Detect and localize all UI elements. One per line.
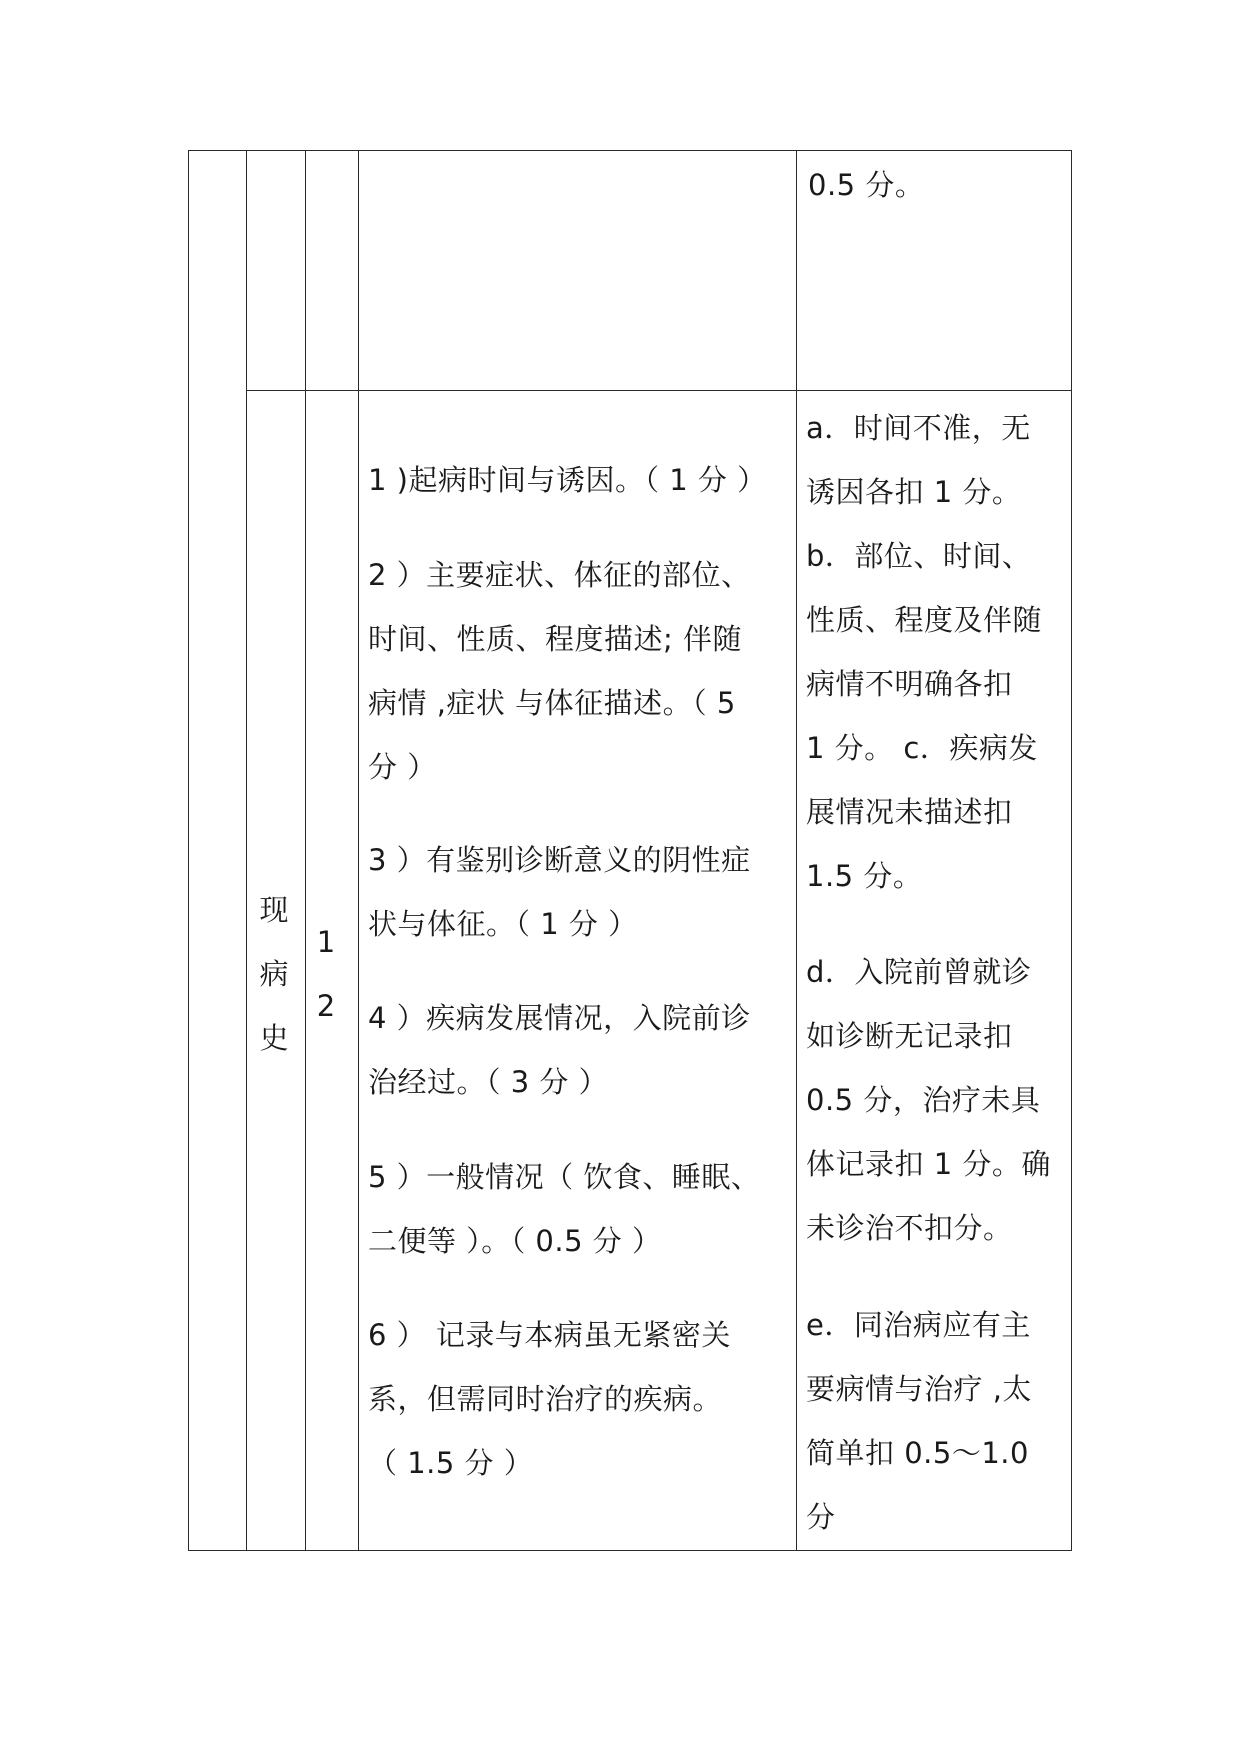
section-label-char: 现 [259, 893, 289, 927]
column-divider-4 [796, 150, 797, 1551]
score-digit: 1 [316, 925, 336, 959]
criterion-6: 6 ） 记录与本病虽无紧密关 系，但需同时治疗的疾病。 （ 1.5 分 ） [368, 1318, 731, 1480]
section-label-char: 史 [259, 1021, 289, 1055]
table-border-top [188, 150, 1072, 151]
row-divider [246, 390, 1072, 391]
column-divider-1 [246, 150, 247, 1551]
criterion-3: 3 ）有鉴别诊断意义的阴性症 状与体征。（ 1 分 ） [368, 843, 751, 941]
criterion-4: 4 ）疾病发展情况，入院前诊 治经过。（ 3 分 ） [368, 1001, 751, 1099]
score-digit: 2 [316, 989, 336, 1023]
criterion-5: 5 ）一般情况（ 饮食、睡眠、 二便等 ）。（ 0.5 分 ） [368, 1160, 761, 1258]
criterion-2: 2 ）主要症状、体征的部位、 时间、性质、程度描述; 伴随 病情 ,症状 与体征描述。（ 5 分 ） [368, 558, 751, 784]
section-label [252, 878, 296, 1070]
table-border-bottom [188, 1550, 1072, 1551]
criterion-1: 1 )起病时间与诱因。（ 1 分 ） [368, 463, 767, 497]
deduction-group-abc: a．时间不准，无 诱因各扣 1 分。 b．部位、时间、 性质、程度及伴随 病情不明确各扣 1 分。 c．疾病发 展情况未描述扣 1.5 分。 [806, 411, 1043, 893]
section-label-char: 病 [259, 957, 289, 991]
table-border-right [1071, 150, 1072, 1551]
column-divider-2 [305, 150, 306, 1551]
column-divider-3 [358, 150, 359, 1551]
section-score [311, 910, 341, 1038]
top-row-deduction: 0.5 分。 [808, 168, 925, 202]
deduction-group-d: d．入院前曾就诊 如诊断无记录扣 0.5 分，治疗未具 体记录扣 1 分。确 未诊治不扣分。 [806, 955, 1051, 1245]
table-border-left [188, 150, 189, 1551]
deduction-group-e: e．同治病应有主 要病情与治疗 ,太 简单扣 0.5～1.0 分 [806, 1308, 1032, 1534]
